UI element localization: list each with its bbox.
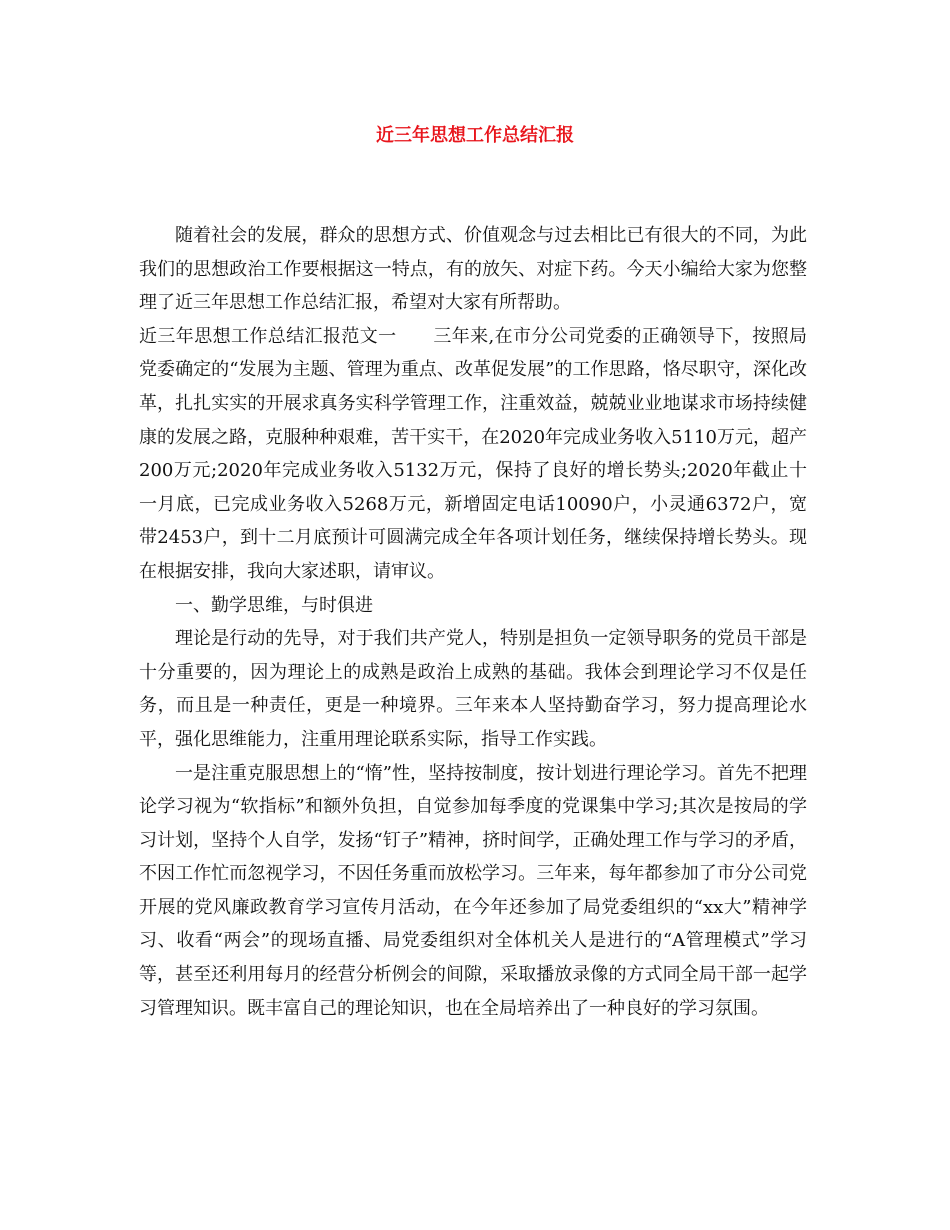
document-title: 近三年思想工作总结汇报 [376, 125, 574, 146]
paragraph-theory: 理论是行动的先导，对于我们共产党人，特别是担负一定领导职务的党员干部是十分重要的，因为理论上的成熟是政治上成熟的基础。我体会到理论学习不仅是任务，而且是一种责任，更是一种境界。三年来本人坚持勤奋学习，努力提高理论水平，强化思维能力，注重用理论联系实际，指导工作实践。 [139, 628, 807, 750]
paragraph-study: 一是注重克服思想上的“惰”性，坚持按制度，按计划进行理论学习。首先不把理论学习视为“软指标”和额外负担，自觉参加每季度的党课集中学习;其次是按局的学习计划，坚持个人自学，发扬“钉子”精神，挤时间学，正确处理工作与学习的矛盾，不因工作忙而忽视学习，不因任务重而放松学习。三年来，每年都参加了市分公司党开展的党风廉政教育学习宣传月活动，在今年还参加了局党委组织的“xx大”精神学习、收看“两会”的现场直播、局党委组织对全体机关人是进行的“A管理模式”学习等，甚至还利用每月的经营分析例会的间隙，采取播放录像的方式同全局干部一起学习管理知识。既丰富自己的理论知识，也在全局培养出了一种良好的学习氛围。 [139, 762, 807, 1019]
paragraph-section-one: 近三年思想工作总结汇报范文一 三年来,在市分公司党委的正确领导下，按照局党委确定的“发展为主题、管理为重点、改革促发展”的工作思路，恪尽职守，深化改革，扎扎实实的开展求真务实科学管理工作，注重效益，兢兢业业地谋求市场持续健康的发展之路，克服种种艰难，苦干实干，在2020年完成业务收入5110万元，超产200万元;2020年完成业务收入5132万元，保持了良好的增长势头;2020年截止十一月底，已完成业务收入5268万元，新增固定电话10090户，小灵通6372户，宽带2453户，到十二月底预计可圆满完成全年各项计划任务，继续保持增长势头。现在根据安排，我向大家述职，请审议。 [139, 325, 807, 582]
document-body [139, 219, 807, 1025]
section-heading: 一、勤学思维，与时俱进 [175, 594, 373, 616]
paragraph-intro: 随着社会的发展，群众的思想方式、价值观念与过去相比已有很大的不同，为此我们的思想政治工作要根据这一特点，有的放矢、对症下药。今天小编给大家为您整理了近三年思想工作总结汇报，希望对大家有所帮助。 [139, 225, 807, 314]
